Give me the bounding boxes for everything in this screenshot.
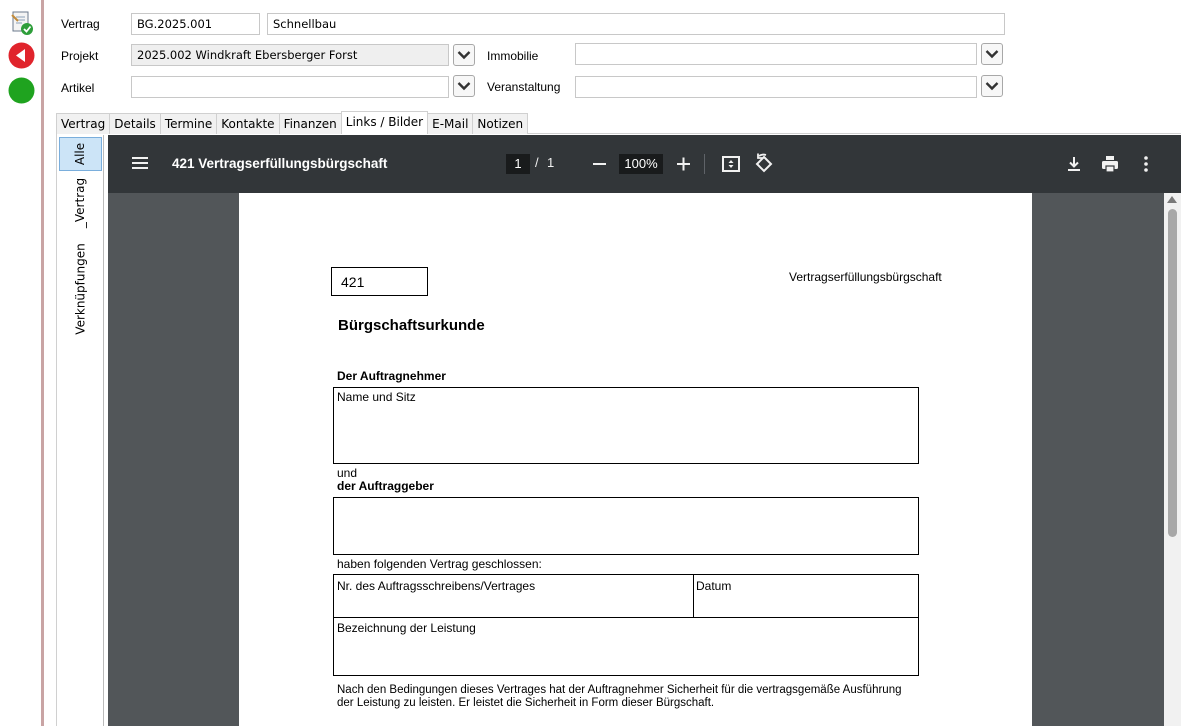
document-heading: Bürgschaftsurkunde: [338, 317, 485, 334]
status-ok-icon[interactable]: [8, 77, 35, 104]
scroll-up-arrow-icon[interactable]: [1167, 196, 1177, 203]
zoom-in-icon[interactable]: [671, 152, 695, 176]
veranstaltung-dropdown-button[interactable]: [981, 75, 1003, 97]
contract-table-row-divider: [333, 617, 919, 618]
more-options-icon[interactable]: [1134, 152, 1158, 176]
side-tab-verknuepfungen[interactable]: Verknüpfungen: [73, 243, 88, 335]
conditions-line-1: Nach den Bedingungen dieses Vertrages hat der Auftragnehmer Sicherheit für die vertragsgemäße Ausführung: [337, 684, 902, 696]
contractor-heading: Der Auftragnehmer: [337, 369, 446, 383]
pdf-viewer: [108, 135, 1181, 726]
vertrag-name-field[interactable]: Schnellbau: [267, 13, 1005, 35]
und-text: und: [337, 466, 358, 480]
page-total: 1: [547, 155, 555, 170]
pdf-title: 421 Vertragserfüllungsbürgschaft: [172, 156, 388, 171]
contractor-box: [333, 387, 919, 464]
main-tabs: [56, 112, 527, 134]
tab-email[interactable]: E-Mail: [427, 113, 473, 134]
contract-intro: haben folgenden Vertrag geschlossen:: [337, 557, 542, 571]
immobilie-dropdown-button[interactable]: [981, 43, 1003, 65]
menu-icon[interactable]: [130, 154, 150, 172]
pdf-toolbar: [108, 135, 1181, 193]
tab-details[interactable]: Details: [109, 113, 161, 134]
document-header-right: Vertragserfüllungsbürgschaft: [789, 270, 942, 284]
toolbar-divider: [704, 154, 705, 174]
client-box: [333, 497, 919, 555]
left-toolbar: [0, 0, 44, 726]
projekt-label: Projekt: [61, 49, 99, 63]
client-heading: der Auftraggeber: [337, 479, 434, 493]
side-tab-alle[interactable]: Alle: [59, 137, 102, 171]
tab-notizen[interactable]: Notizen: [472, 113, 528, 134]
back-button-icon[interactable]: [8, 42, 35, 69]
contract-table-divider: [693, 574, 694, 617]
artikel-label: Artikel: [61, 81, 95, 95]
artikel-field[interactable]: [131, 76, 449, 98]
print-icon[interactable]: [1098, 152, 1122, 176]
veranstaltung-field[interactable]: [575, 76, 977, 98]
pdf-page: [239, 193, 1032, 726]
projekt-dropdown-button[interactable]: [453, 44, 475, 66]
name-sitz-label: Name und Sitz: [337, 390, 416, 404]
fit-page-icon[interactable]: [719, 152, 743, 176]
tab-vertrag[interactable]: Vertrag: [56, 113, 110, 134]
zoom-input[interactable]: 100%: [619, 154, 663, 174]
veranstaltung-label: Veranstaltung: [487, 80, 561, 94]
chevron-down-icon: [985, 81, 999, 91]
tab-links-bilder[interactable]: Links / Bilder: [341, 111, 428, 134]
leistung-label: Bezeichnung der Leistung: [337, 621, 476, 635]
vertrag-label: Vertrag: [61, 17, 100, 31]
side-tabs: [57, 135, 104, 726]
chevron-down-icon: [457, 81, 471, 91]
side-tab-vertrag[interactable]: _Vertrag: [73, 177, 88, 229]
tab-termine[interactable]: Termine: [160, 113, 217, 134]
contract-nr-label: Nr. des Auftragsschreibens/Vertrages: [337, 579, 536, 593]
tab-finanzen[interactable]: Finanzen: [279, 113, 342, 134]
download-icon[interactable]: [1062, 152, 1086, 176]
vertrag-number-field[interactable]: BG.2025.001: [131, 13, 260, 35]
rotate-icon[interactable]: [752, 152, 776, 176]
conditions-line-2: der Leistung zu leisten. Er leistet die Sicherheit in Form dieser Bürgschaft.: [337, 697, 715, 709]
artikel-dropdown-button[interactable]: [453, 75, 475, 97]
projekt-field[interactable]: 2025.002 Windkraft Ebersberger Forst: [131, 44, 449, 66]
form-number: 421: [341, 274, 365, 290]
pdf-scrollbar-thumb[interactable]: [1168, 209, 1177, 537]
immobilie-field[interactable]: [575, 43, 977, 65]
chevron-down-icon: [985, 49, 999, 59]
datum-label: Datum: [696, 579, 732, 593]
zoom-out-icon[interactable]: [587, 152, 611, 176]
page-number-input[interactable]: 1: [506, 154, 530, 174]
save-document-icon[interactable]: [8, 9, 35, 36]
page-separator: /: [535, 155, 539, 170]
tab-kontakte[interactable]: Kontakte: [216, 113, 279, 134]
immobilie-label: Immobilie: [487, 49, 539, 63]
chevron-down-icon: [457, 50, 471, 60]
